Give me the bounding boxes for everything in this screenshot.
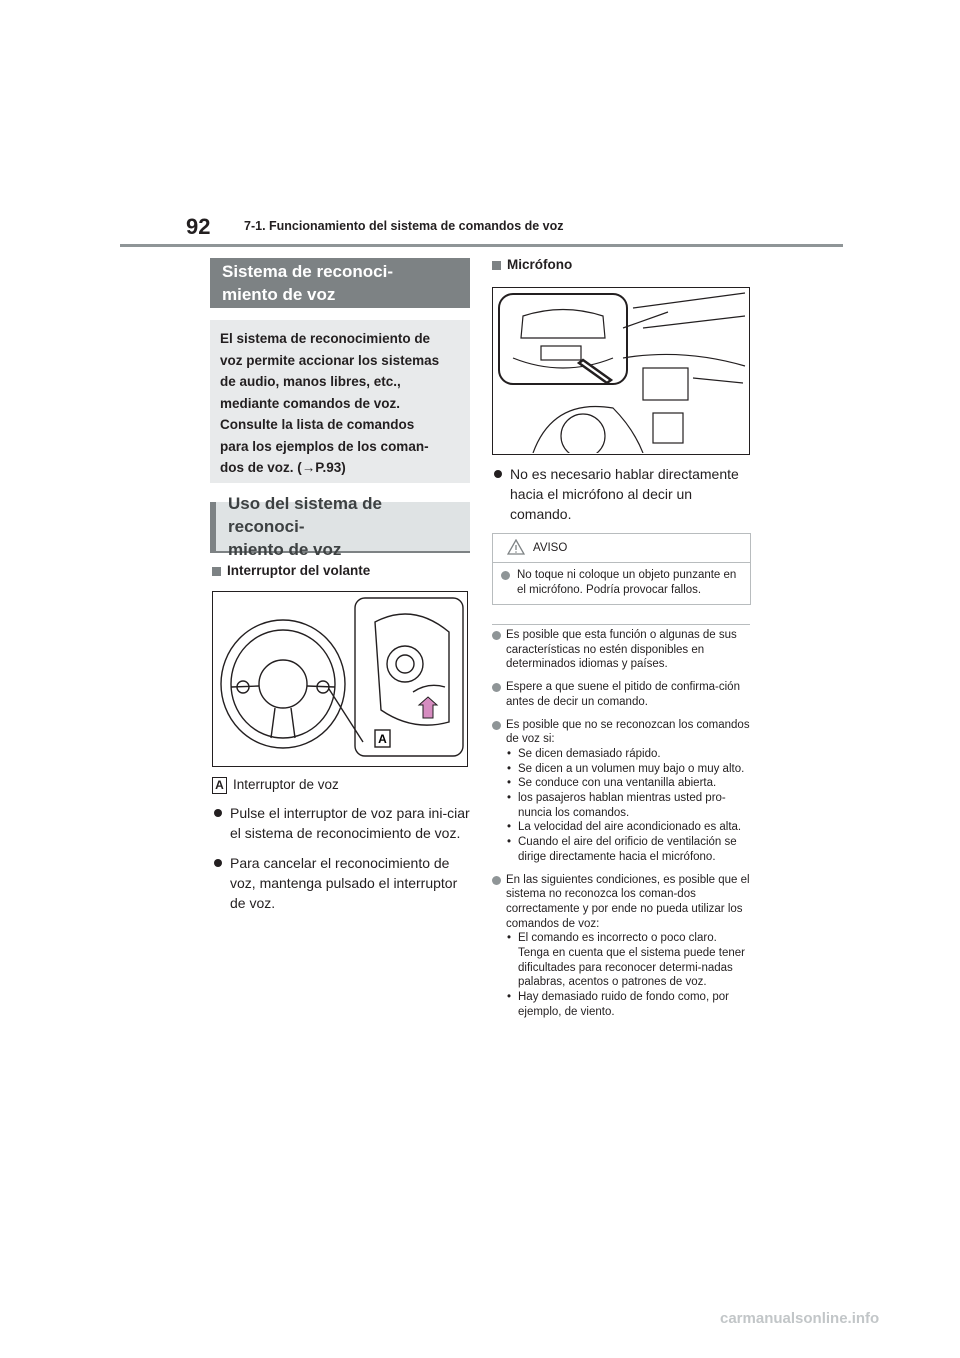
bullet-dot-icon <box>501 571 510 580</box>
section-title-line1: Uso del sistema de reconoci- <box>228 494 383 536</box>
section-heading-using-system <box>210 494 470 559</box>
bullet-item: Para cancelar el reconocimiento de voz, mantenga pulsado el interruptor de voz. <box>212 853 470 913</box>
note-sub-item: • Se dicen demasiado rápido. <box>506 747 750 762</box>
section-title-line2: miento de voz <box>222 285 336 304</box>
section-heading-speech-system <box>210 258 470 308</box>
bullet-dot-icon <box>492 683 501 692</box>
bullet-dot-icon <box>492 721 501 730</box>
notes-list <box>492 628 750 1028</box>
callout-label-a: A <box>212 777 227 794</box>
intro-box <box>210 320 470 483</box>
microphone-figure <box>492 287 750 455</box>
intro-line: Consulte la lista de comandos <box>220 417 415 432</box>
bullet-dot-icon <box>492 876 501 885</box>
note-text: En las siguientes condiciones, es posible que el sistema no reconozca los coman-dos correctamente y por ende no pueda utilizar los comandos de voz: <box>506 873 750 930</box>
page-number: 92 <box>186 214 211 239</box>
subhead-text: Micrófono <box>507 257 573 272</box>
note-sub-item: • Hay demasiado ruido de fondo como, por ejemplo, de viento. <box>506 990 750 1019</box>
intro-line: El sistema de reconocimiento de <box>220 331 431 346</box>
section-title-line1: Sistema de reconoci- <box>222 262 394 281</box>
intro-line: de audio, manos libres, etc., <box>220 374 401 389</box>
subhead-text: Interruptor del volante <box>227 563 371 578</box>
square-marker-icon <box>212 567 221 576</box>
note-sub-item: • El comando es incorrecto o poco claro. Tenga en cuenta que el sistema puede tener dificultades para reconocer determi-nadas palabras, acentos o patrones de voz. <box>506 931 750 990</box>
footer-watermark[interactable]: carmanualsonline.info <box>720 1310 880 1327</box>
figure-caption <box>212 777 339 794</box>
warning-text: No toque ni coloque un objeto punzante en el micrófono. Podría provocar fallos. <box>517 569 737 596</box>
note-text: Es posible que no se reconozcan los comandos de voz si: <box>506 718 750 746</box>
steering-wheel-figure <box>212 591 468 767</box>
note-sub-item: • Cuando el aire del orificio de ventilación se dirige directamente hacia el micrófono. <box>506 835 750 864</box>
chapter-title: 7-1. Funcionamiento del sistema de comandos de voz <box>244 219 564 233</box>
subhead-steering-switch <box>212 563 370 578</box>
note-item <box>492 718 750 865</box>
intro-line: mediante comandos de voz. <box>220 395 401 411</box>
steering-wheel-illustration <box>213 592 466 765</box>
bullet-item: Pulse el interruptor de voz para ini-ciar el sistema de reconocimiento de voz. <box>212 803 470 843</box>
note-sub-item: • Se dicen a un volumen muy bajo o muy alto. <box>506 762 750 777</box>
warning-triangle-icon <box>507 539 525 555</box>
note-sub-item: • los pasajeros hablan mientras usted pro-nuncia los comandos. <box>506 791 750 820</box>
caption-text: Interruptor de voz <box>233 777 339 793</box>
warning-box <box>492 533 751 605</box>
square-marker-icon <box>492 261 501 270</box>
warning-body <box>493 563 750 598</box>
note-item <box>492 680 750 709</box>
intro-line: para los ejemplos de los coman- <box>220 438 429 454</box>
bullet-dot-icon <box>492 631 501 640</box>
warning-title: AVISO <box>533 542 568 554</box>
note-text: Es posible que esta función o algunas de sus características no estén disponibles en determinados idiomas y países. <box>506 629 737 671</box>
intro-line: voz permite accionar los sistemas <box>220 352 440 368</box>
figure-callout-a: A <box>378 732 387 746</box>
note-sub-item: • Se conduce con una ventanilla abierta. <box>506 776 750 791</box>
dashboard-illustration <box>493 288 748 453</box>
note-item <box>492 873 750 1020</box>
header-rule <box>120 244 843 247</box>
note-text: Espere a que suene el pitido de confirma-ción antes de decir un comando. <box>506 681 740 708</box>
warning-header <box>493 534 750 563</box>
usage-bullets <box>212 803 470 923</box>
bullet-item: No es necesario hablar directamente hacia el micrófono al decir un comando. <box>492 464 750 524</box>
notes-divider <box>492 624 750 625</box>
microphone-bullets <box>492 464 750 534</box>
intro-line-link[interactable]: dos de voz. (→P.93) <box>220 460 346 475</box>
section-title-line2: miento de voz <box>228 540 342 559</box>
note-sub-item: • La velocidad del aire acondicionado es alta. <box>506 820 750 835</box>
subhead-microphone <box>492 257 572 272</box>
note-item <box>492 628 750 672</box>
